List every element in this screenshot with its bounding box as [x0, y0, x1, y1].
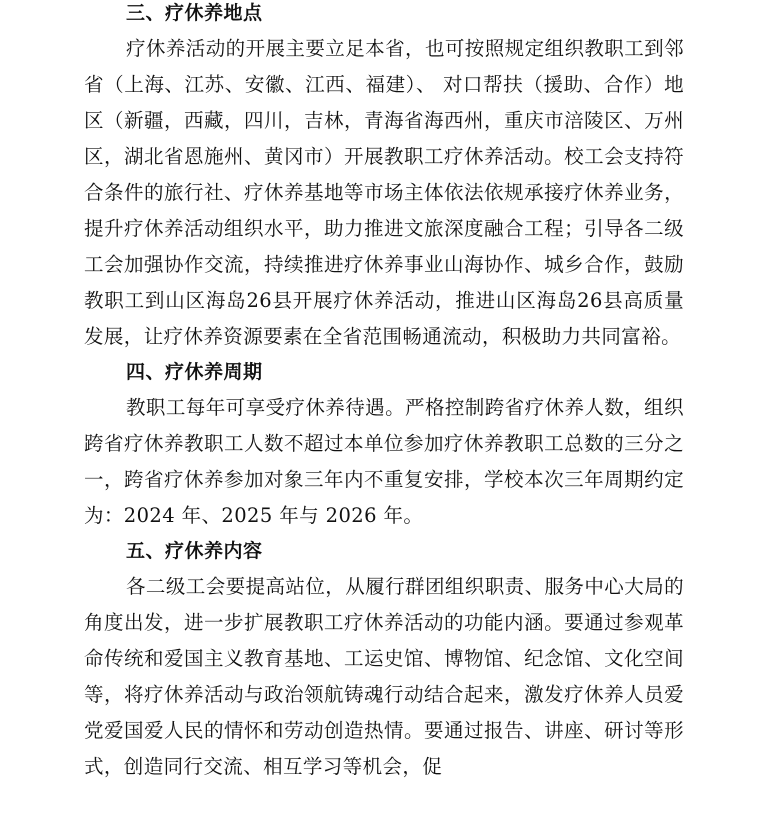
section-body-location: 疗休养活动的开展主要立足本省，也可按照规定组织教职工到邻省（上海、江苏、安徽、江西、福建）、 对口帮扶（援助、合作）地区（新疆，西藏，四川，吉林，青海省海西州，重庆市涪陵区、万州区，湖北省恩施州、黄冈市）开展教职工疗休养活动。校工会支持符合条件的旅行社、疗休养基地等市场主体依法依规承接疗休养业务，提升疗休养活动组织水平，助力推进文旅深度融合工程；引导各二级工会加强协作交流，持续推进疗休养事业山海协作、城乡合作，鼓励教职工到山区海岛26县开展疗休养活动，推进山区海岛26县高质量发展，让疗休养资源要素在全省范围畅通流动，积极助力共同富裕。: [84, 37, 684, 348]
section-body-cycle: 教职工每年可享受疗休养待遇。严格控制跨省疗休养人数，组织跨省疗休养教职工人数不超过本单位参加疗休养教职工总数的三分之一，跨省疗休养参加对象三年内不重复安排，学校本次三年周期约定为：2024 年、2025 年与 2026 年。: [84, 396, 684, 527]
section-heading-content: 五、疗休养内容: [126, 540, 263, 562]
document-page: [84, 0, 684, 785]
section-heading-cycle: 四、疗休养周期: [126, 361, 263, 383]
section-body-content: 各二级工会要提高站位，从履行群团组织职责、服务中心大局的角度出发，进一步扩展教职工疗休养活动的功能内涵。要通过参观革命传统和爱国主义教育基地、工运史馆、博物馆、纪念馆、文化空间等，将疗休养活动与政治领航铸魂行动结合起来，激发疗休养人员爱党爱国爱人民的情怀和劳动创造热情。要通过报告、讲座、研讨等形式，创造同行交流、相互学习等机会，促: [84, 575, 684, 778]
section-heading-location: 三、疗休养地点: [126, 2, 263, 24]
